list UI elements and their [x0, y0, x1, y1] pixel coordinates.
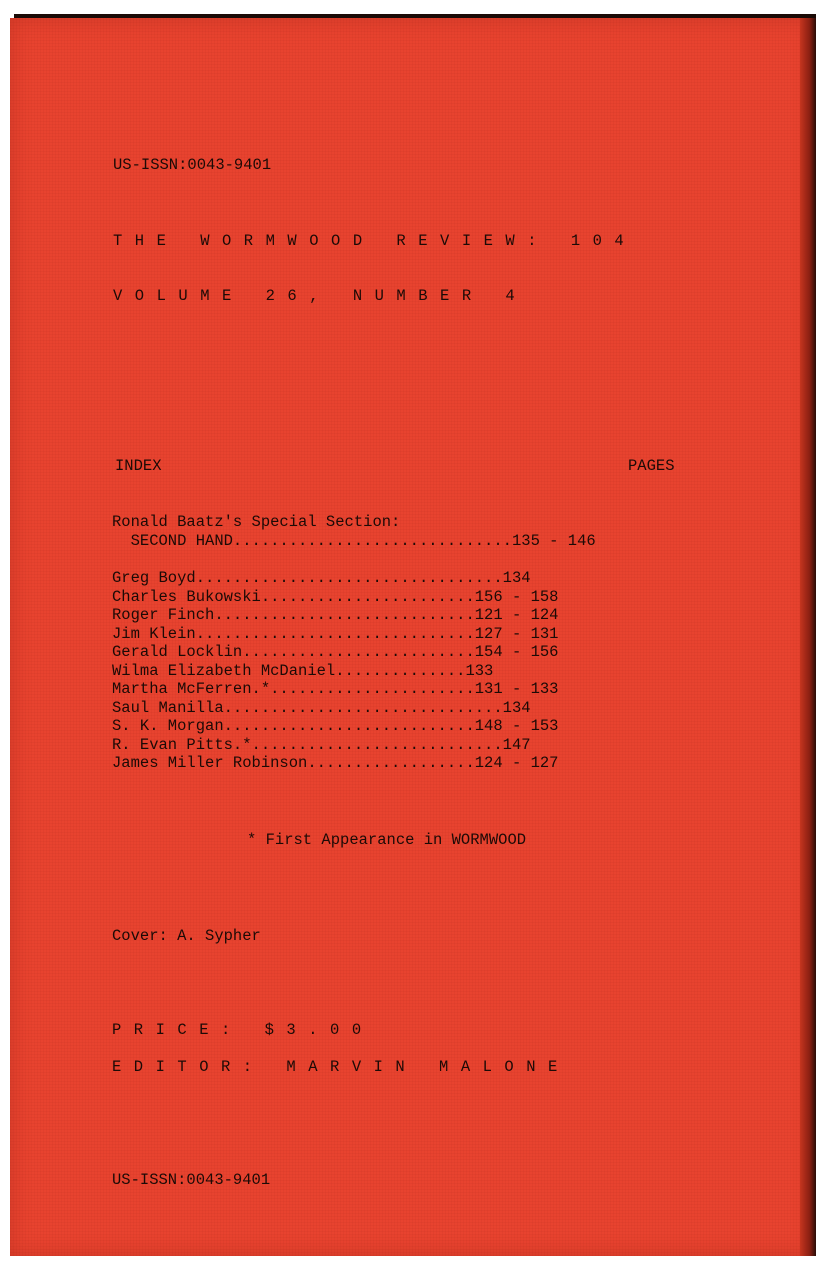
volume-number: VOLUME 26, NUMBER 4 [113, 287, 528, 305]
cover-credit: Cover: A. Sypher [112, 927, 261, 945]
index-entry: James Miller Robinson..................124 - 127 [112, 754, 559, 772]
index-entry: Greg Boyd.................................134 [112, 569, 531, 587]
footnote: * First Appearance in WORMWOOD [247, 831, 527, 849]
issn-bottom: US-ISSN:0043-9401 [112, 1171, 271, 1189]
special-section-title: Ronald Baatz's Special Section: [112, 513, 401, 531]
special-section-entry: SECOND HAND..............................135 - 146 [112, 532, 596, 550]
price: PRICE: $3.00 [112, 1021, 374, 1039]
pages-header: PAGES [628, 457, 675, 475]
issn-top: US-ISSN:0043-9401 [113, 156, 272, 174]
journal-title: THE WORMWOOD REVIEW: 104 [113, 232, 637, 250]
index-entry: Charles Bukowski.......................156 - 158 [112, 587, 559, 606]
editor: EDITOR: MARVIN MALONE [112, 1058, 570, 1076]
index-entry: Roger Finch............................121 - 124 [112, 606, 559, 624]
index-entry: Saul Manilla..............................134 [112, 698, 531, 717]
index-entry: S. K. Morgan...........................148 - 153 [112, 717, 559, 735]
index-entry: Jim Klein..............................127 - 131 [112, 624, 559, 643]
cover-spine-edge [800, 18, 816, 1256]
index-header: INDEX [115, 457, 162, 475]
index-entry: R. Evan Pitts.*...........................147 [112, 735, 531, 754]
index-list [112, 569, 558, 773]
index-entry: Wilma Elizabeth McDaniel..............133 [112, 661, 494, 680]
index-entry: Gerald Locklin.........................154 - 156 [112, 643, 559, 661]
index-entry: Martha McFerren.*......................131 - 133 [112, 680, 559, 698]
